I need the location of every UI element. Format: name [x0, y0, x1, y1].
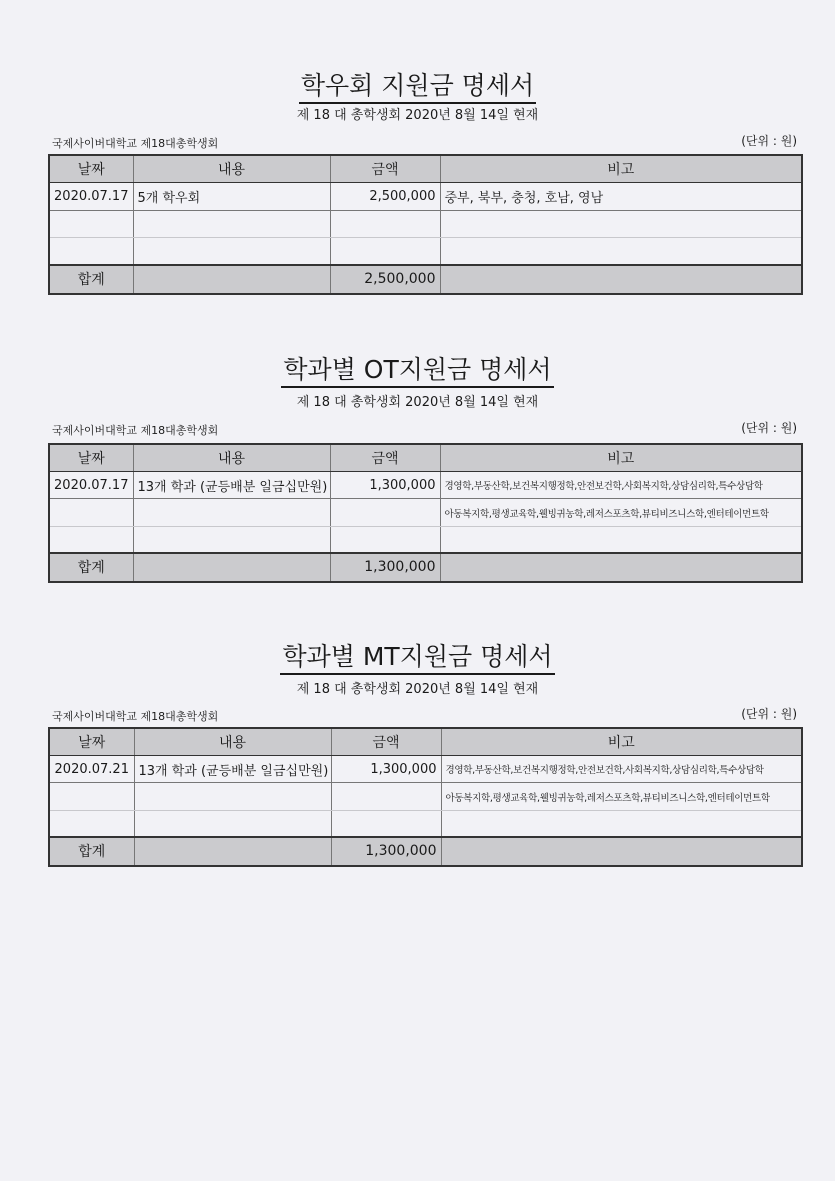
row-amount: [331, 783, 441, 811]
statement-table: [48, 443, 803, 583]
row-date: 2020.07.17: [49, 183, 133, 211]
total-content-empty: [133, 265, 330, 294]
header-note: 비고: [440, 155, 802, 183]
row-amount: 1,300,000: [330, 472, 440, 499]
row-amount: 1,300,000: [331, 756, 441, 783]
row-date: [49, 811, 134, 837]
header-amount: 금액: [330, 155, 440, 183]
row-amount: [330, 499, 440, 527]
unit-label: (단위 : 원): [741, 707, 797, 721]
row-content: [133, 527, 330, 553]
row-amount: 2,500,000: [330, 183, 440, 211]
row-amount: [330, 211, 440, 238]
total-amount: 2,500,000: [330, 265, 440, 294]
table-header-row: [49, 155, 802, 183]
total-content-empty: [133, 553, 330, 582]
section-subtitle: 제 18 대 총학생회 2020년 8월 14일 현재: [296, 395, 539, 410]
total-note-empty: [440, 265, 802, 294]
total-row: [49, 837, 802, 866]
total-amount: 1,300,000: [330, 553, 440, 582]
row-note: 중부, 북부, 충청, 호남, 영남: [440, 183, 802, 211]
row-content: [134, 811, 331, 837]
header-date: 날짜: [49, 728, 134, 756]
unit-label: (단위 : 원): [741, 421, 797, 435]
table-header-row: [49, 728, 802, 756]
header-amount: 금액: [330, 444, 440, 472]
row-date: [49, 238, 133, 265]
table-row: [49, 238, 802, 265]
organization-label: 국제사이버대학교 제18대총학생회: [52, 137, 219, 150]
total-note-empty: [441, 837, 802, 866]
header-content: 내용: [133, 444, 330, 472]
row-content: 13개 학과 (균등배분 일금십만원): [134, 756, 331, 783]
row-amount: [331, 811, 441, 837]
table-row: [49, 783, 802, 811]
total-label: 합계: [49, 265, 133, 294]
row-content: 13개 학과 (균등배분 일금십만원): [133, 472, 330, 499]
row-amount: [330, 238, 440, 265]
header-content: 내용: [134, 728, 331, 756]
row-note: [440, 211, 802, 238]
total-amount: 1,300,000: [331, 837, 441, 866]
row-content: [133, 211, 330, 238]
row-content: [133, 499, 330, 527]
total-row: [49, 553, 802, 582]
header-note: 비고: [441, 728, 802, 756]
section-subtitle: 제 18 대 총학생회 2020년 8월 14일 현재: [296, 682, 539, 697]
table-row: [49, 756, 802, 783]
table-row: [49, 499, 802, 527]
row-content: [134, 783, 331, 811]
row-note: 경영학,부동산학,보건복지행정학,안전보건학,사회복지학,상담심리학,특수상담학: [440, 472, 802, 499]
row-date: [49, 211, 133, 238]
table-row: [49, 211, 802, 238]
total-row: [49, 265, 802, 294]
section-title: 학과별 OT지원금 명세서: [0, 350, 835, 386]
table-row: [49, 811, 802, 837]
row-note: 아동복지학,평생교육학,웰빙귀농학,레저스포츠학,뷰티비즈니스학,엔터테이먼트학: [441, 783, 802, 811]
row-amount: [330, 527, 440, 553]
organization-label: 국제사이버대학교 제18대총학생회: [52, 424, 219, 437]
row-note: [440, 238, 802, 265]
row-note: [440, 527, 802, 553]
row-note: [441, 811, 802, 837]
section-title: 학우회 지원금 명세서: [0, 66, 835, 102]
row-date: [49, 499, 133, 527]
total-note-empty: [440, 553, 802, 582]
total-label: 합계: [49, 837, 134, 866]
table-row: [49, 472, 802, 499]
row-note: 아동복지학,평생교육학,웰빙귀농학,레저스포츠학,뷰티비즈니스학,엔터테이먼트학: [440, 499, 802, 527]
header-date: 날짜: [49, 444, 133, 472]
unit-label: (단위 : 원): [741, 134, 797, 148]
table-row: [49, 183, 802, 211]
row-note: 경영학,부동산학,보건복지행정학,안전보건학,사회복지학,상담심리학,특수상담학: [441, 756, 802, 783]
header-note: 비고: [440, 444, 802, 472]
section-title: 학과별 MT지원금 명세서: [0, 637, 835, 673]
statement-table: [48, 154, 803, 295]
organization-label: 국제사이버대학교 제18대총학생회: [52, 710, 219, 723]
header-content: 내용: [133, 155, 330, 183]
total-label: 합계: [49, 553, 133, 582]
section-subtitle: 제 18 대 총학생회 2020년 8월 14일 현재: [296, 108, 539, 123]
row-date: 2020.07.17: [49, 472, 133, 499]
header-date: 날짜: [49, 155, 133, 183]
row-content: 5개 학우회: [133, 183, 330, 211]
total-content-empty: [134, 837, 331, 866]
header-amount: 금액: [331, 728, 441, 756]
table-header-row: [49, 444, 802, 472]
row-date: [49, 527, 133, 553]
table-row: [49, 527, 802, 553]
statement-table: [48, 727, 803, 867]
row-date: [49, 783, 134, 811]
row-date: 2020.07.21: [49, 756, 134, 783]
row-content: [133, 238, 330, 265]
